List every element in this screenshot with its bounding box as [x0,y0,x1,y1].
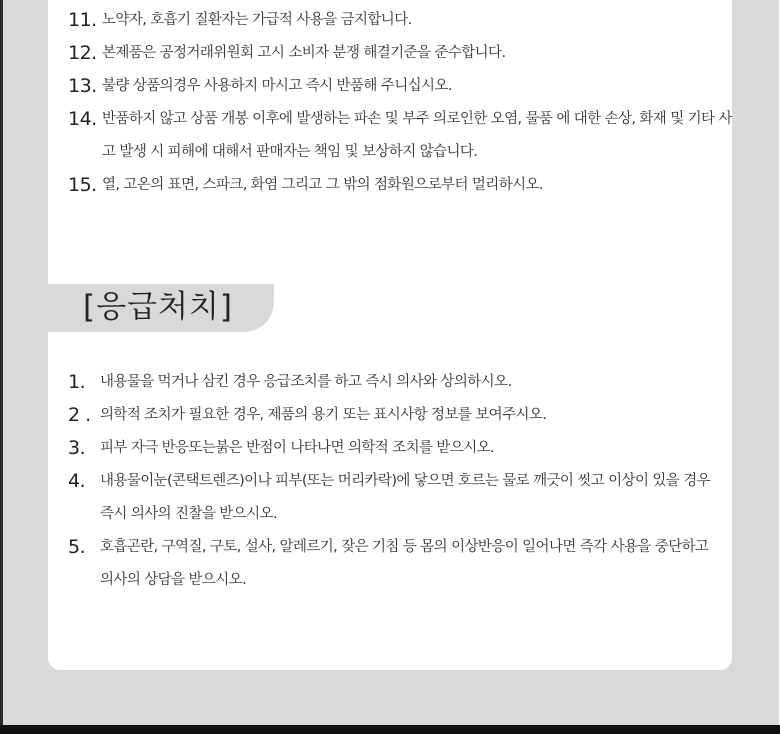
item-number: 3. [68,437,86,459]
item-number: 4. [68,470,86,492]
item-text: 호흡곤란, 구역질, 구토, 설사, 알레르기, 잦은 기침 등 몸의 이상반응이 일어나면 즉각 사용을 중단하고 의사의 상담을 받으시오. [100,539,709,588]
list-item [68,169,742,202]
item-text: 노약자, 호흡기 질환자는 가급적 사용을 금지합니다. [102,12,412,28]
item-text: 불량 상품의경우 사용하지 마시고 즉시 반품해 주니십시오. [102,78,452,94]
item-number: 14. [68,108,97,130]
item-text: 피부 자극 반응또는붉은 반점이 나타나면 의학적 조치를 받으시오. [100,440,495,456]
list-item [68,531,714,597]
item-number: 15. [68,174,97,196]
item-number: 1. [68,371,86,393]
item-number: 5. [68,536,86,558]
item-text: 내용물을 먹거나 삼킨 경우 응급조치를 하고 즉시 의사와 상의하시오. [100,374,512,390]
list-item [68,432,714,465]
item-number: 13. [68,75,97,97]
item-text: 열, 고온의 표면, 스파크, 화염 그리고 그 밖의 점화원으로부터 멀리하시오. [102,177,543,193]
list-item [68,465,714,531]
list-item [68,4,742,37]
list-item [68,399,714,432]
footer-bar [0,725,780,734]
section-heading-tab [48,284,274,332]
item-number: 12. [68,42,97,64]
list-item [68,366,714,399]
item-text: 본제품은 공정거래위원회 고시 소비자 분쟁 해결기준을 준수합니다. [102,45,506,61]
list-item [68,70,742,103]
emergency-list [68,366,714,597]
item-number: 11. [68,9,97,31]
item-number: 2 . [68,404,91,426]
content-card [48,0,732,670]
section-heading: [응급처치] [83,289,233,325]
item-text: 반품하지 않고 상품 개봉 이후에 발생하는 파손 및 부주 의로인한 오염, 물품 에 대한 손상, 화재 및 기타 사고 발생 시 피해에 대해서 판매자는 책임 및 보상하지 않습니다. [102,111,732,160]
item-text: 내용물이눈(콘택트렌즈)이나 피부(또는 머리카락)에 닿으면 호르는 물로 깨긋이 씻고 이상이 있을 경우 즉시 의사의 진찰을 받으시오. [100,473,711,522]
list-item [68,103,742,169]
item-text: 의학적 조치가 필요한 경우, 제품의 용기 또는 표시사항 정보를 보여주시오. [100,407,547,423]
list-item [68,37,742,70]
precautions-list [68,4,742,202]
